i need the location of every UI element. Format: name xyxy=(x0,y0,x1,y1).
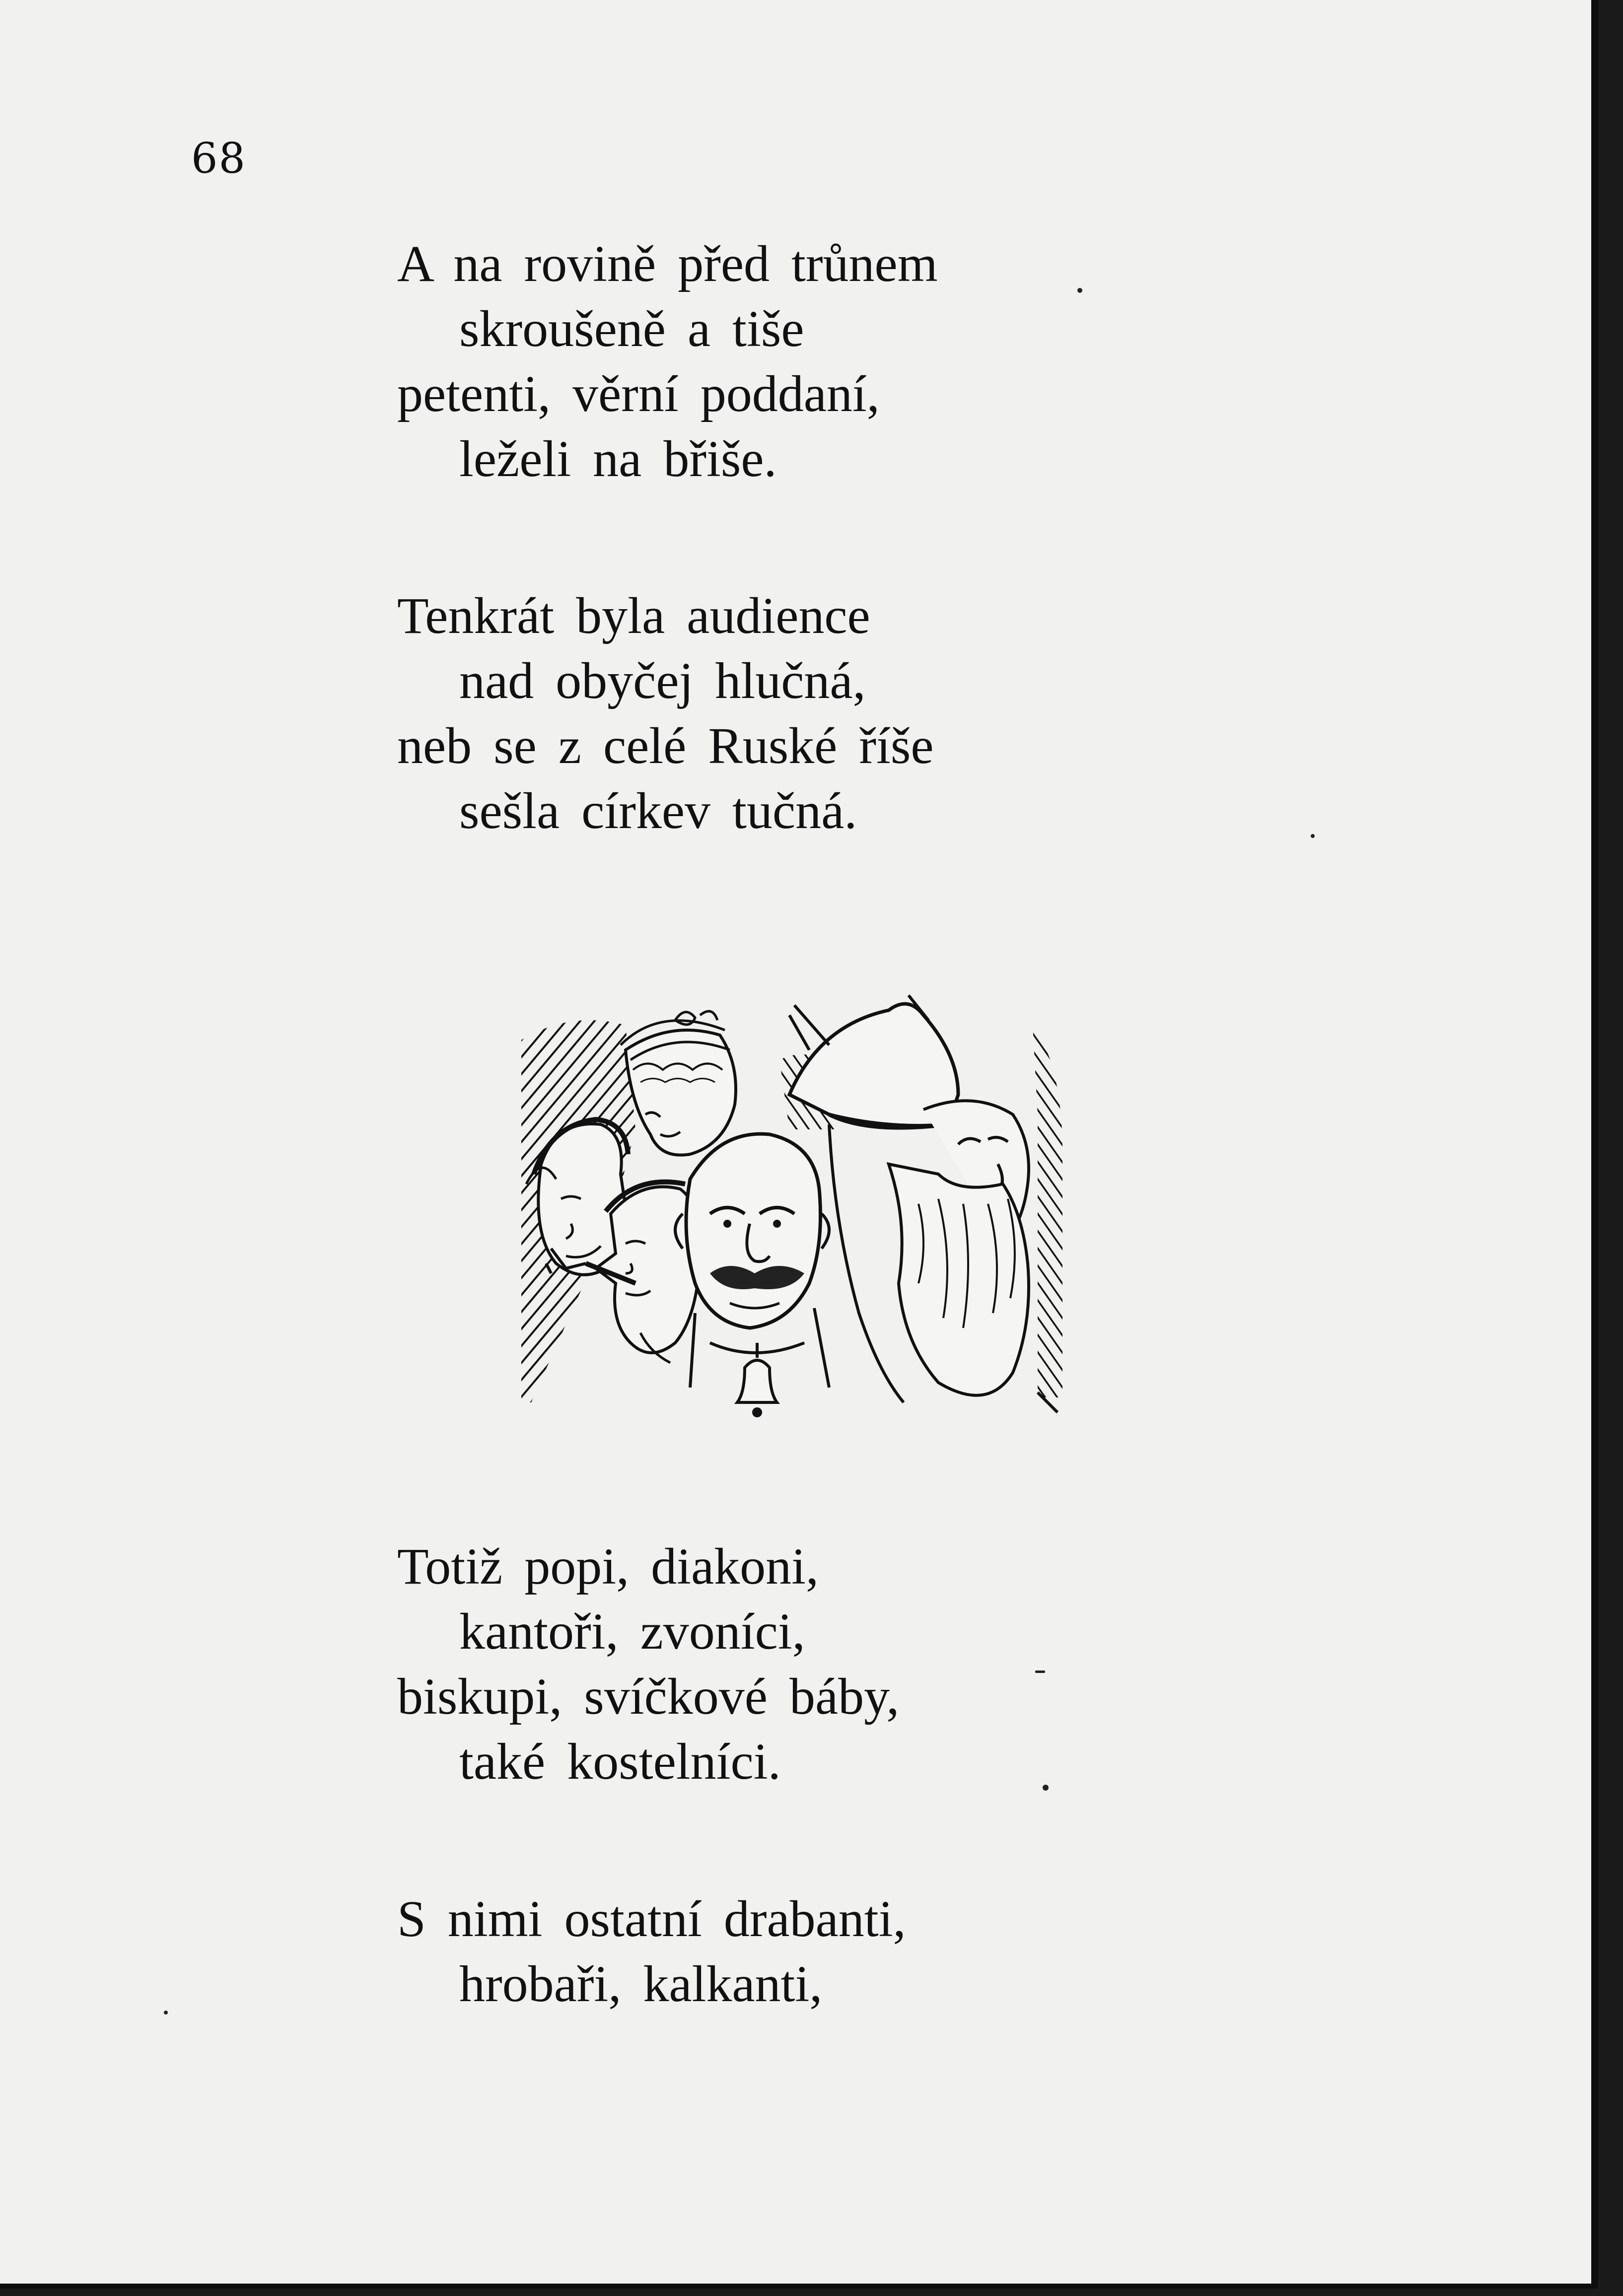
verse-line: sešla církev tučná. xyxy=(459,782,857,839)
verse-line: Totiž popi, diakoni, xyxy=(397,1538,819,1595)
scan-speck xyxy=(1077,288,1082,293)
stanza-1 xyxy=(397,231,938,491)
page-number: 68 xyxy=(191,134,246,183)
scan-speck xyxy=(1311,834,1315,838)
verse-line: nad obyčej hlučná, xyxy=(459,652,866,709)
verse-line: biskupi, svíčkové báby, xyxy=(397,1668,900,1725)
verse-line: také kostelníci. xyxy=(459,1733,781,1790)
scan-speck xyxy=(1043,1785,1049,1791)
scan-speck xyxy=(164,2011,168,2015)
stanza-3 xyxy=(397,1534,899,1794)
verse-line: S nimi ostatní drabanti, xyxy=(397,1890,906,1948)
verse-line: kantoři, zvoníci, xyxy=(459,1603,805,1660)
stanza-2 xyxy=(397,583,934,843)
stanza-4 xyxy=(397,1886,906,2017)
verse-line: A na rovině před trůnem xyxy=(397,235,938,292)
verse-line: Tenkrát byla audience xyxy=(397,587,870,644)
verse-line: neb se z celé Ruské říše xyxy=(397,717,934,774)
verse-line: petenti, věrní poddaní, xyxy=(397,365,880,422)
verse-line: leželi na břiše. xyxy=(459,430,777,487)
scan-speck xyxy=(1035,1670,1045,1673)
verse-line: skroušeně a tiše xyxy=(459,300,804,357)
verse-line: hrobaři, kalkanti, xyxy=(459,1955,823,2013)
clergy-crowd-drawing-icon xyxy=(511,966,1072,1457)
